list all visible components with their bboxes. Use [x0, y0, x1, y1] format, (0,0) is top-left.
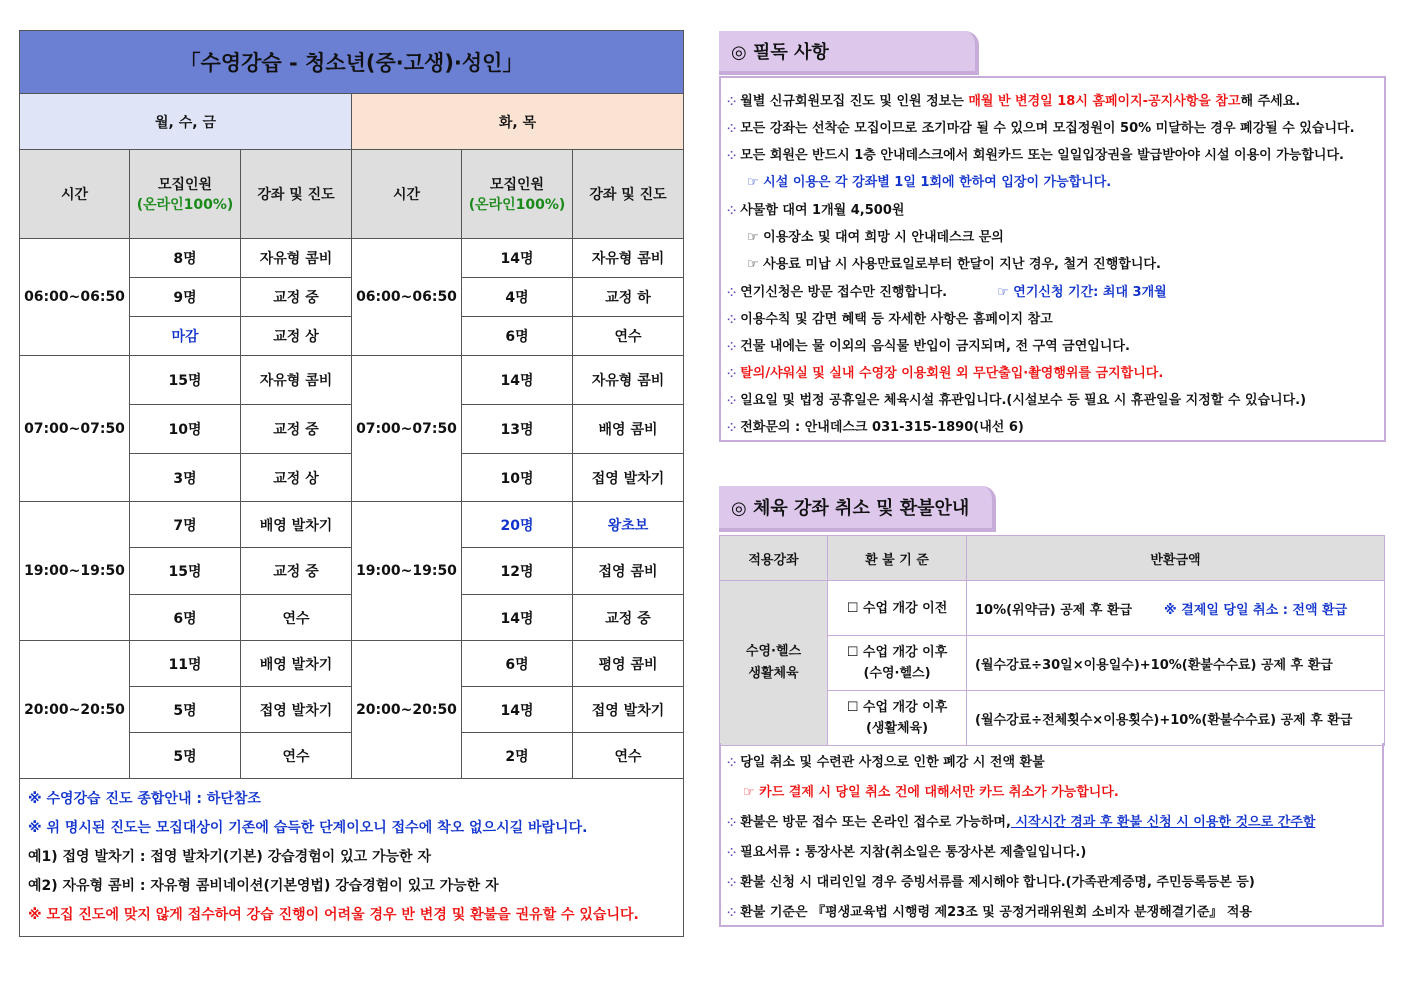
course-level: 접영 발차기: [573, 687, 684, 733]
refund-condition-line: (생활체육): [865, 721, 929, 736]
refund-subitem: ☞ 카드 결제 시 당일 취소 건에 대해서만 카드 취소가 가능합니다.: [743, 785, 1119, 800]
course-level: 연수: [241, 595, 352, 641]
course-level: 접영 발차기: [241, 687, 352, 733]
refund-condition: [828, 691, 967, 746]
course-level: 교정 중: [241, 405, 352, 454]
recruit-header: [462, 150, 573, 239]
refund-item: [727, 901, 1252, 920]
notice-text: 사물함 대여 1개월 4,500원: [740, 203, 905, 218]
bullet-icon: ⁘: [727, 421, 737, 434]
recruit-count: 2명: [462, 733, 573, 779]
course-level: 교정 중: [573, 595, 684, 641]
notice-highlight: ☞ 연기신청 기간: 최대 3개월: [997, 285, 1167, 300]
recruit-count: 14명: [462, 356, 573, 405]
course-level: 접영 발차기: [573, 454, 684, 502]
refund-item: [727, 751, 1045, 770]
recruit-count: 8명: [130, 239, 241, 278]
notice-text: 모든 회원은 반드시 1층 안내데스크에서 회원카드 또는 일일입장권을 발급받아야 시설 이용이 가능합니다.: [740, 148, 1344, 163]
recruit-count: 10명: [130, 405, 241, 454]
recruit-count: 7명: [130, 502, 241, 548]
notice-item: [727, 144, 1344, 163]
recruit-count: 6명: [462, 641, 573, 687]
time-slot: 20:00~20:50: [352, 641, 462, 779]
notice-text: 월별 신규회원모집 진도 및 인원 정보는: [740, 94, 969, 109]
recruit-online-label: (온라인100%): [136, 197, 234, 213]
recruit-count: 6명: [462, 317, 573, 356]
time-slot: 06:00~06:50: [20, 239, 130, 356]
refund-text: 필요서류 : 통장사본 지참(취소일은 통장사본 제출일입니다.): [740, 845, 1087, 860]
notice-text: 건물 내에는 물 이외의 음식물 반입이 금지되며, 전 구역 금연입니다.: [740, 339, 1130, 354]
refund-category-line: 생활체육: [748, 666, 799, 681]
course-level: 연수: [573, 317, 684, 356]
notice-text: 연기신청은 방문 접수만 진행합니다.: [740, 285, 948, 300]
bullet-icon: ⁘: [727, 313, 737, 326]
refund-condition: ☐ 수업 개강 이전: [828, 581, 967, 636]
note-refund-warning: ※ 모집 진도에 맞지 않게 접수하여 강습 진행이 어려울 경우 반 변경 및 환불을 권유할 수 있습니다.: [28, 907, 639, 923]
course-level: 교정 상: [241, 317, 352, 356]
course-level: 연수: [573, 733, 684, 779]
time-slot: 07:00~07:50: [20, 356, 130, 502]
bullet-icon: ⁘: [727, 122, 737, 135]
bullet-icon: ⁘: [727, 756, 737, 769]
refund-item: [727, 871, 1255, 890]
notice-subitem: ☞ 이용장소 및 대여 희망 시 안내데스크 문의: [747, 230, 1004, 245]
recruit-count: 11명: [130, 641, 241, 687]
refund-amount-header: 반환금액: [967, 536, 1385, 581]
bullet-icon: ⁘: [727, 816, 737, 829]
recruit-count: 20명: [462, 502, 573, 548]
course-level: 배영 발차기: [241, 502, 352, 548]
recruit-count: 3명: [130, 454, 241, 502]
note-progress-guide: ※ 수영강습 진도 종합안내 : 하단참조: [28, 791, 261, 807]
recruit-count: 14명: [462, 239, 573, 278]
time-slot: 07:00~07:50: [352, 356, 462, 502]
bullet-icon: ⁘: [727, 906, 737, 919]
course-level: 자유형 콤비: [241, 239, 352, 278]
notice-highlight: 매월 반 변경일 18시 홈페이지-공지사항을 참고: [968, 94, 1241, 109]
schedule-table: [19, 30, 684, 937]
notice-item: [727, 281, 1167, 300]
refund-highlight: 시작시간 경과 후 환불 신청 시 이용한 것으로 간주함: [1010, 815, 1316, 830]
refund-notes-box: [719, 743, 1384, 927]
bullet-icon: ⁘: [727, 340, 737, 353]
recruit-online-label: (온라인100%): [468, 197, 566, 213]
recruit-count: 14명: [462, 595, 573, 641]
course-level: 접영 콤비: [573, 548, 684, 595]
course-header: 강좌 및 진도: [573, 150, 684, 239]
course-level: 자유형 콤비: [573, 356, 684, 405]
refund-amount: (월수강료÷30일×이용일수)+10%(환불수수료) 공제 후 환급: [967, 636, 1385, 691]
notice-title: ◎ 필독 사항: [719, 31, 979, 75]
refund-amount-text: 10%(위약금) 공제 후 환급: [975, 602, 1133, 618]
course-level: 자유형 콤비: [573, 239, 684, 278]
recruit-label: 모집인원: [489, 177, 545, 193]
refund-condition-line: ☐ 수업 개강 이후: [846, 645, 948, 660]
recruit-count: 10명: [462, 454, 573, 502]
schedule-title: 「수영강습 - 청소년(중·고생)·성인」: [20, 31, 684, 94]
bullet-icon: ⁘: [727, 876, 737, 889]
refund-category: [720, 581, 828, 746]
notice-text: 탈의/샤워실 및 실내 수영장 이용회원 외 무단출입·촬영행위를 금지합니다.: [740, 366, 1164, 381]
notice-text: 일요일 및 법정 공휴일은 체육시설 휴관입니다.(시설보수 등 필요 시 휴관일을 지정할 수 있습니다.): [740, 393, 1307, 408]
notice-item: [727, 362, 1163, 381]
course-header: 강좌 및 진도: [241, 150, 352, 239]
notice-item: [727, 389, 1306, 408]
refund-text: 환불 기준은 『평생교육법 시행령 제23조 및 공정거래위원회 소비자 분쟁해결기준』 적용: [740, 905, 1253, 920]
recruit-count: 13명: [462, 405, 573, 454]
notice-item: [727, 416, 1024, 435]
notice-box: [719, 76, 1386, 442]
recruit-count: 5명: [130, 687, 241, 733]
notice-subitem: ☞ 시설 이용은 각 강좌별 1일 1회에 한하여 입장이 가능합니다.: [747, 175, 1112, 190]
refund-title: ◎ 체육 강좌 취소 및 환불안내: [719, 486, 996, 532]
notice-text: 모든 강좌는 선착순 모집이므로 조기마감 될 수 있으며 모집정원이 50% 미달하는 경우 폐강될 수 있습니다.: [740, 121, 1355, 136]
days-mwf-header: 월, 수, 금: [20, 94, 352, 150]
time-slot: 20:00~20:50: [20, 641, 130, 779]
recruit-count: 6명: [130, 595, 241, 641]
recruit-count: 15명: [130, 356, 241, 405]
refund-text: 환불은 방문 접수 또는 온라인 접수로 가능하며,: [740, 815, 1011, 830]
notice-text: 이용수칙 및 감면 혜택 등 자세한 사항은 홈페이지 참고: [740, 312, 1053, 327]
recruit-label: 모집인원: [157, 177, 213, 193]
notice-text: 전화문의 : 안내데스크 031-315-1890(내선 6): [740, 420, 1024, 435]
bullet-icon: ⁘: [727, 95, 737, 108]
course-level: 교정 중: [241, 548, 352, 595]
recruit-closed: 마감: [130, 317, 241, 356]
recruit-count: 15명: [130, 548, 241, 595]
refund-item: [727, 841, 1086, 860]
notice-item: [727, 117, 1355, 136]
course-level: 교정 상: [241, 454, 352, 502]
refund-course-header: 적용강좌: [720, 536, 828, 581]
notice-item: [727, 308, 1053, 327]
course-level: 교정 중: [241, 278, 352, 317]
note-example-1: 예1) 접영 발차기 : 접영 발차기(기본) 강습경험이 있고 가능한 자: [28, 849, 431, 865]
note-example-2: 예2) 자유형 콤비 : 자유형 콤비네이션(기본영법) 강습경험이 있고 가능한 자: [28, 878, 499, 894]
notice-subitem: ☞ 사용료 미납 시 사용만료일로부터 한달이 지난 경우, 철거 진행합니다.: [747, 257, 1161, 272]
notice-text: 해 주세요.: [1240, 94, 1301, 109]
schedule-notes: [20, 779, 684, 937]
course-level: 자유형 콤비: [241, 356, 352, 405]
recruit-count: 14명: [462, 687, 573, 733]
time-slot: 19:00~19:50: [352, 502, 462, 641]
recruit-header: [130, 150, 241, 239]
bullet-icon: ⁘: [727, 367, 737, 380]
bullet-icon: ⁘: [727, 394, 737, 407]
notice-item: [727, 199, 904, 218]
refund-condition: [828, 636, 967, 691]
time-header: 시간: [352, 150, 462, 239]
recruit-count: 4명: [462, 278, 573, 317]
course-level: 평영 콤비: [573, 641, 684, 687]
time-header: 시간: [20, 150, 130, 239]
refund-condition-line: ☐ 수업 개강 이후: [846, 700, 948, 715]
refund-condition-line: (수영·헬스): [863, 666, 931, 681]
bullet-icon: ⁘: [727, 204, 737, 217]
recruit-count: 12명: [462, 548, 573, 595]
recruit-count: 5명: [130, 733, 241, 779]
refund-note: ※ 결제일 당일 취소 : 전액 환급: [1164, 602, 1348, 618]
refund-amount: (월수강료÷전체횟수×이용횟수)+10%(환불수수료) 공제 후 환급: [967, 691, 1385, 746]
course-level: 배영 발차기: [241, 641, 352, 687]
course-level: 왕초보: [573, 502, 684, 548]
notice-item: [727, 335, 1130, 354]
recruit-count: 9명: [130, 278, 241, 317]
refund-text: 환불 신청 시 대리인일 경우 증빙서류를 제시해야 합니다.(가족관계증명, 주민등록등본 등): [740, 875, 1255, 890]
refund-criteria-header: 환 불 기 준: [828, 536, 967, 581]
days-tt-header: 화, 목: [352, 94, 684, 150]
bullet-icon: ⁘: [727, 286, 737, 299]
bullet-icon: ⁘: [727, 149, 737, 162]
refund-text: 당일 취소 및 수련관 사정으로 인한 폐강 시 전액 환불: [740, 755, 1045, 770]
time-slot: 06:00~06:50: [352, 239, 462, 356]
course-level: 배영 콤비: [573, 405, 684, 454]
time-slot: 19:00~19:50: [20, 502, 130, 641]
course-level: 연수: [241, 733, 352, 779]
notice-item: [727, 90, 1300, 109]
bullet-icon: ⁘: [727, 846, 737, 859]
note-level-warning: ※ 위 명시된 진도는 모집대상이 기존에 습득한 단계이오니 접수에 착오 없으시길 바랍니다.: [28, 820, 588, 836]
refund-category-line: 수영·헬스: [745, 644, 802, 659]
refund-amount: [967, 581, 1385, 636]
refund-item: [727, 811, 1315, 830]
refund-table: [719, 535, 1385, 746]
course-level: 교정 하: [573, 278, 684, 317]
